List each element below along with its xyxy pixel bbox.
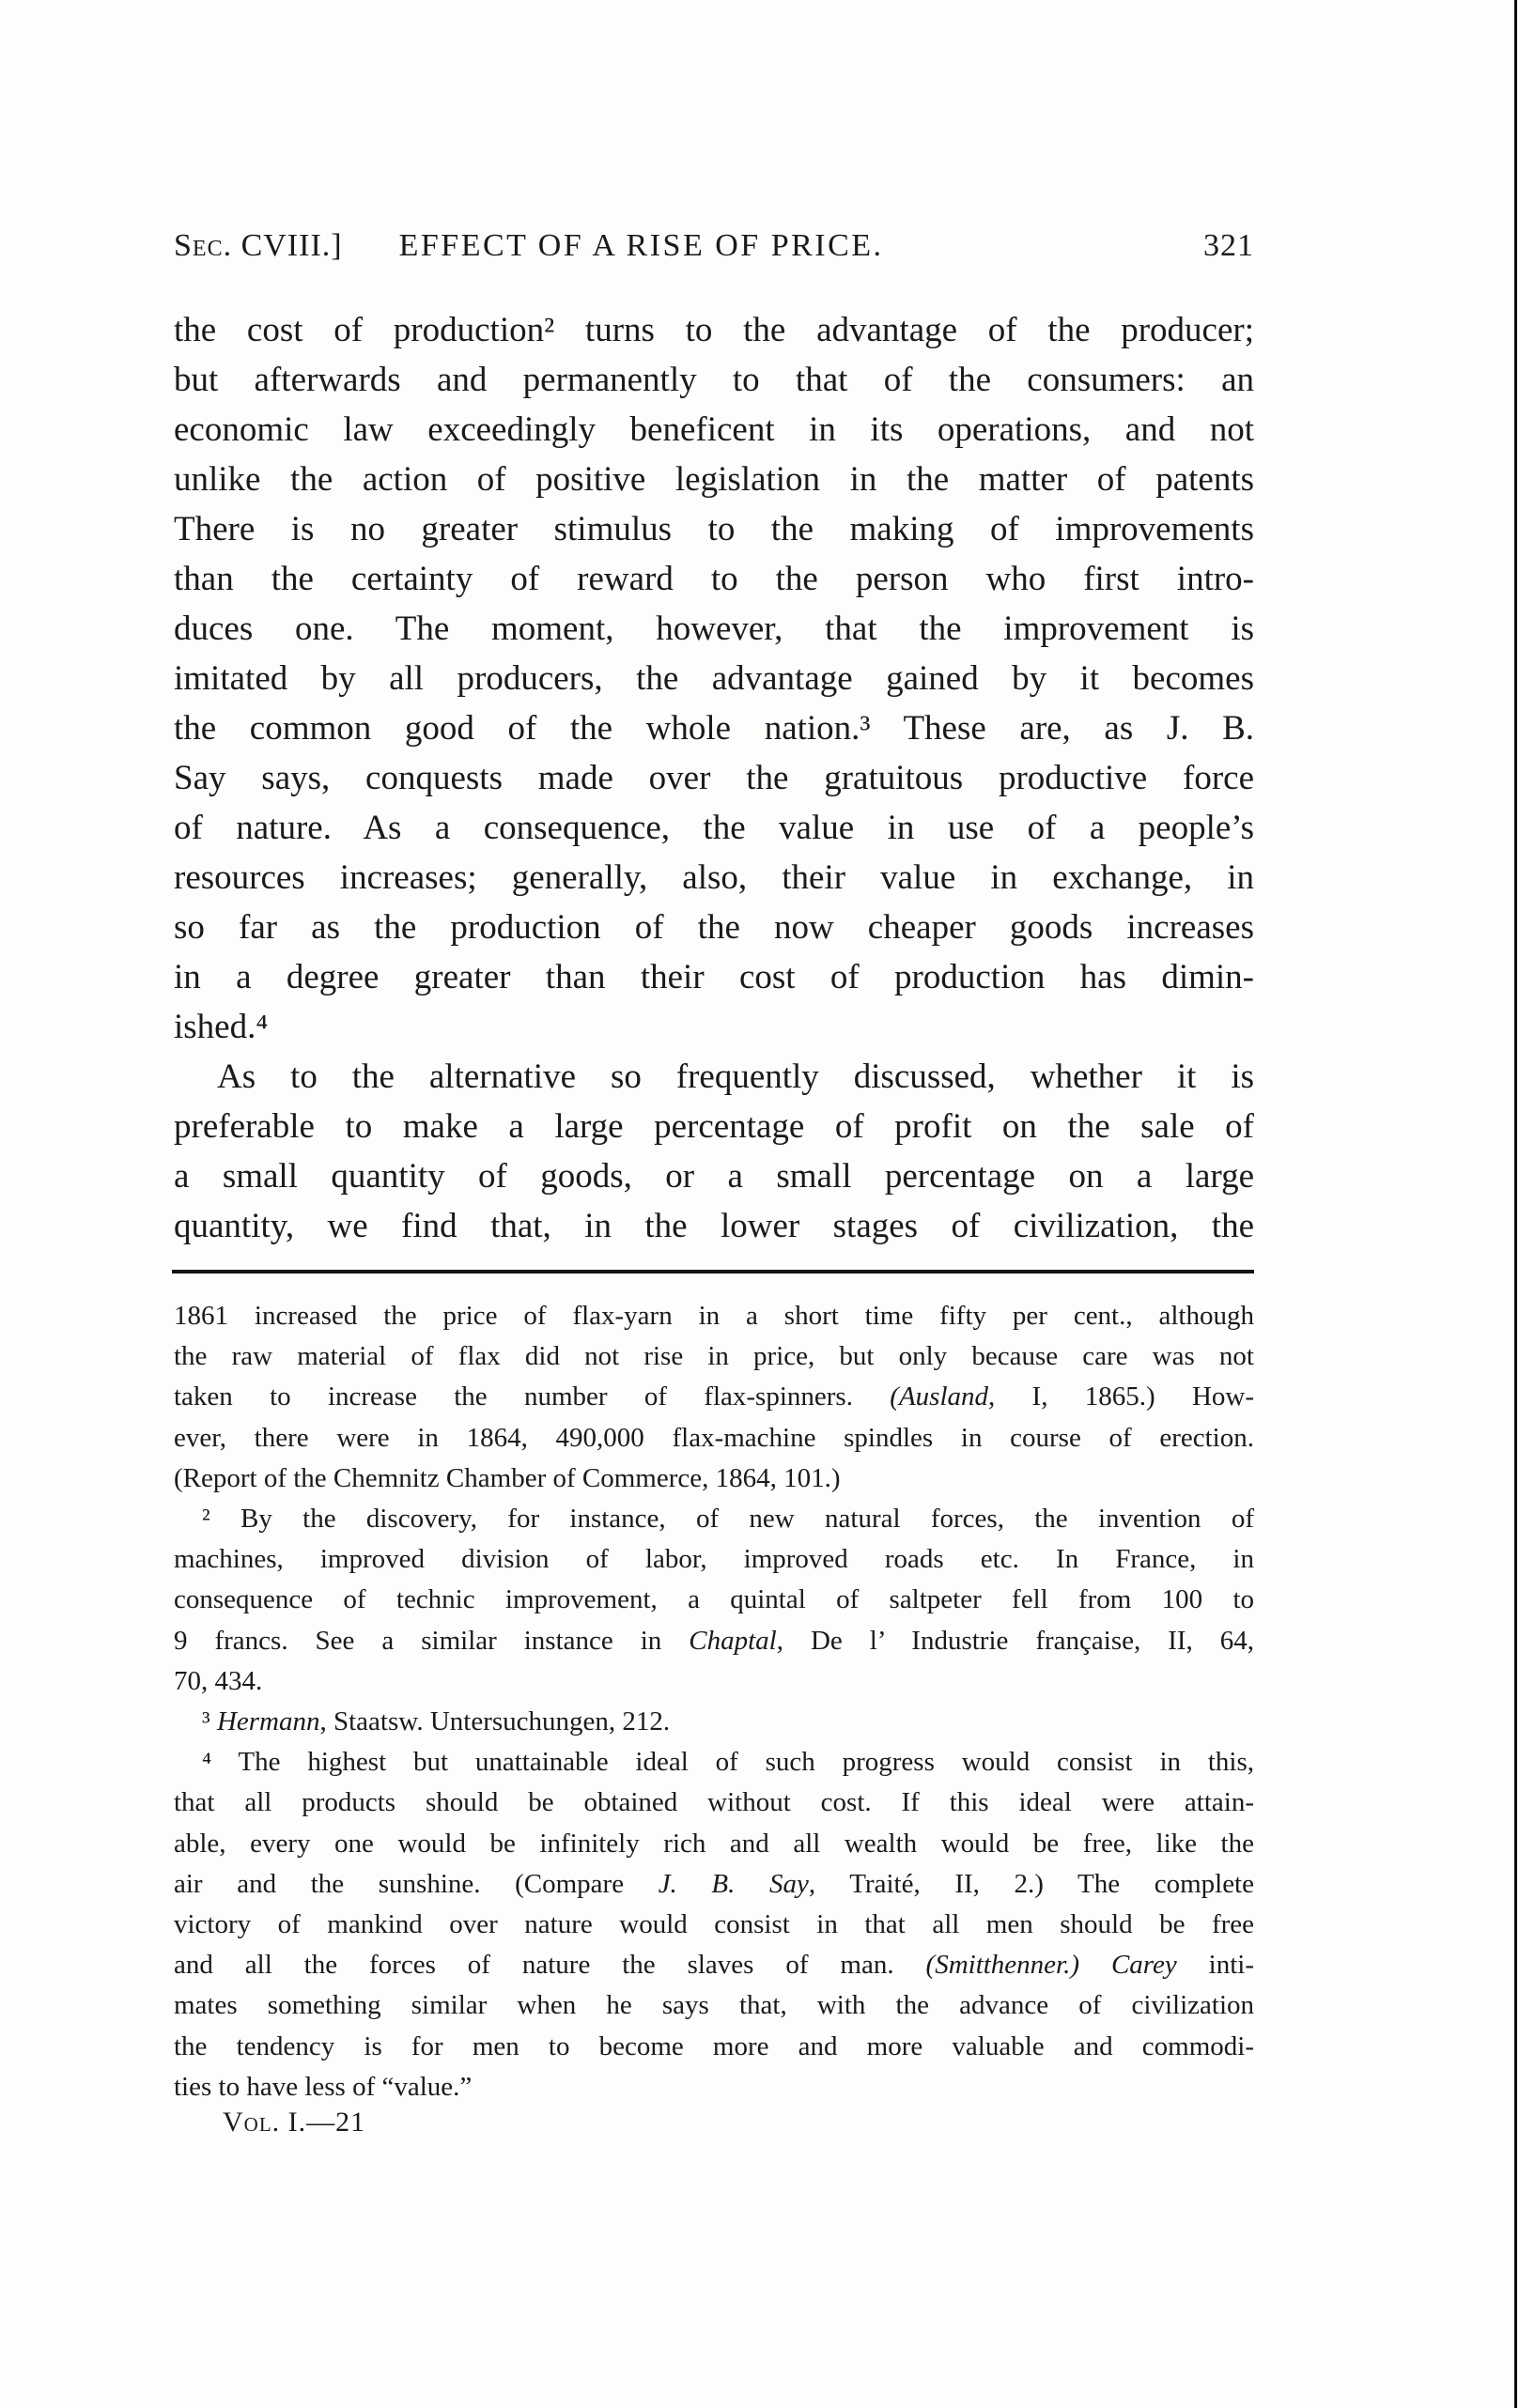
text-segment: ever, there were in 1864, 490,000 flax-machine spindles in course of erection. [174,1422,1254,1453]
footnote-line [174,1742,1254,1783]
text-line: of nature. As a consequence, the value in use of a people’s [174,809,1254,847]
scan-edge-artifact [1514,0,1517,2408]
text-segment: ⁴ The highest but unattainable ideal of such progress would consist in this, [202,1747,1254,1778]
text-segment: ² By the discovery, for instance, of new natural forces, the invention of [202,1504,1254,1535]
text-line: a small quantity of goods, or a small percentage on a large [174,1157,1254,1196]
text-segment: ³ [202,1706,217,1737]
footnotes [174,1296,1254,2107]
text-line: the cost of production² turns to the advantage of the producer; [174,311,1254,349]
footnote-line [174,1864,1254,1905]
text-segment: that all products should be obtained without cost. If this ideal were attain- [174,1787,1254,1818]
text-line: economic law exceedingly beneficent in its operations, and not [174,410,1254,449]
text-segment: the raw material of flax did not rise in price, but only because care was not [174,1341,1254,1372]
text-segment: (Report of the Chemnitz Chamber of Commerce, 1864, 101.) [174,1462,841,1493]
text-segment: the tendency is for men to become more and more valuable and commodi- [174,2030,1254,2061]
text-segment: and all the forces of nature the slaves of man. [174,1950,926,1981]
text-segment: taken to increase the number of flax-spinners. [174,1382,891,1412]
text-segment: machines, improved division of labor, improved roads etc. In France, in [174,1544,1254,1575]
text-segment: air and the sunshine. (Compare [174,1868,659,1899]
footnote-line [174,1296,1254,1336]
text-segment [1079,1950,1111,1980]
text-line: As to the alternative so frequently discussed, whether it is [217,1057,1254,1096]
text-line: than the certainty of reward to the person who first intro- [174,560,1254,598]
italic-text: J. B. Say [658,1868,809,1899]
footnote-line [174,2067,1254,2107]
text-segment: 9 francs. See a similar instance in [174,1625,690,1656]
footnote-line [174,1377,1254,1417]
text-segment: 1861 increased the price of flax-yarn in a short time fifty per cent., although [174,1301,1254,1331]
footnote-line [174,1702,1254,1742]
text-segment: ties to have less of “value.” [174,2071,473,2102]
text-line: preferable to make a large percentage of profit on the sale of [174,1107,1254,1146]
running-title: EFFECT OF A RISE OF PRICE. [398,228,884,263]
text-line: imitated by all producers, the advantage gained by it becomes [174,659,1254,698]
text-segment: , Staatsw. Untersuchungen, 212. [319,1706,671,1737]
footnote-line [174,1945,1254,1985]
italic-text: Hermann [216,1706,320,1737]
italic-text: Chaptal [689,1625,777,1656]
footnote-line [174,1824,1254,1864]
footnote-line [174,2027,1254,2067]
text-segment: inti- [1176,1950,1254,1981]
body-text [174,305,1254,1251]
footnote-rule [172,1270,1254,1273]
text-segment: able, every one would be infinitely rich and all wealth would be free, like the [174,1828,1254,1859]
paragraph [174,1052,1254,1251]
text-segment: , I, 1865.) How- [988,1382,1255,1412]
text-segment: victory of mankind over nature would consist in that all men should be free [174,1909,1254,1940]
paragraph [174,305,1254,1052]
text-line: the common good of the whole nation.³ These are, as J. B. [174,709,1254,748]
footnote-line [174,1499,1254,1539]
text-line: quantity, we find that, in the lower stages of civilization, the [174,1207,1254,1245]
italic-text: Carey [1110,1950,1177,1981]
text-line: so far as the production of the now cheaper goods increases [174,908,1254,947]
footnote-line [174,1783,1254,1823]
text-line: in a degree greater than their cost of production has dimin- [174,958,1254,996]
page-header [174,228,1254,264]
text-line: Say says, conquests made over the gratuitous productive force [174,759,1254,797]
footnote-line [174,1539,1254,1580]
section-label: Sec. CVIII.] [174,228,343,263]
text-line: resources increases; generally, also, their value in exchange, in [174,858,1254,897]
text-segment: consequence of technic improvement, a quintal of saltpeter fell from 100 to [174,1584,1254,1615]
footnote-line [174,1905,1254,1945]
text-line: ished.⁴ [174,1008,269,1046]
text-line: but afterwards and permanently to that of the consumers: an [174,361,1254,399]
text-segment: mates something similar when he says that, with the advance of civilization [174,1990,1254,2021]
footnote-line [174,1459,1254,1499]
italic-text: (Ausland [890,1382,988,1412]
footnote-line [174,1661,1254,1702]
italic-text: (Smitthenner.) [925,1950,1080,1981]
page-number: 321 [1203,228,1254,263]
text-segment: 70, 434. [174,1665,263,1696]
volume-signature: Vol. I.—21 [223,2107,366,2138]
footnote-line [174,1985,1254,2026]
footnote-line [174,1580,1254,1620]
text-line: unlike the action of positive legislation in the matter of patents [174,460,1254,499]
text-segment: , Traité, II, 2.) The complete [808,1868,1254,1899]
footnote-line [174,1418,1254,1459]
footnote-line [174,1621,1254,1661]
text-line: duces one. The moment, however, that the improvement is [174,610,1254,648]
text-line: There is no greater stimulus to the making of improvements [174,510,1254,548]
text-segment: , De l’ Industrie française, II, 64, [776,1625,1255,1656]
footnote-line [174,1336,1254,1377]
